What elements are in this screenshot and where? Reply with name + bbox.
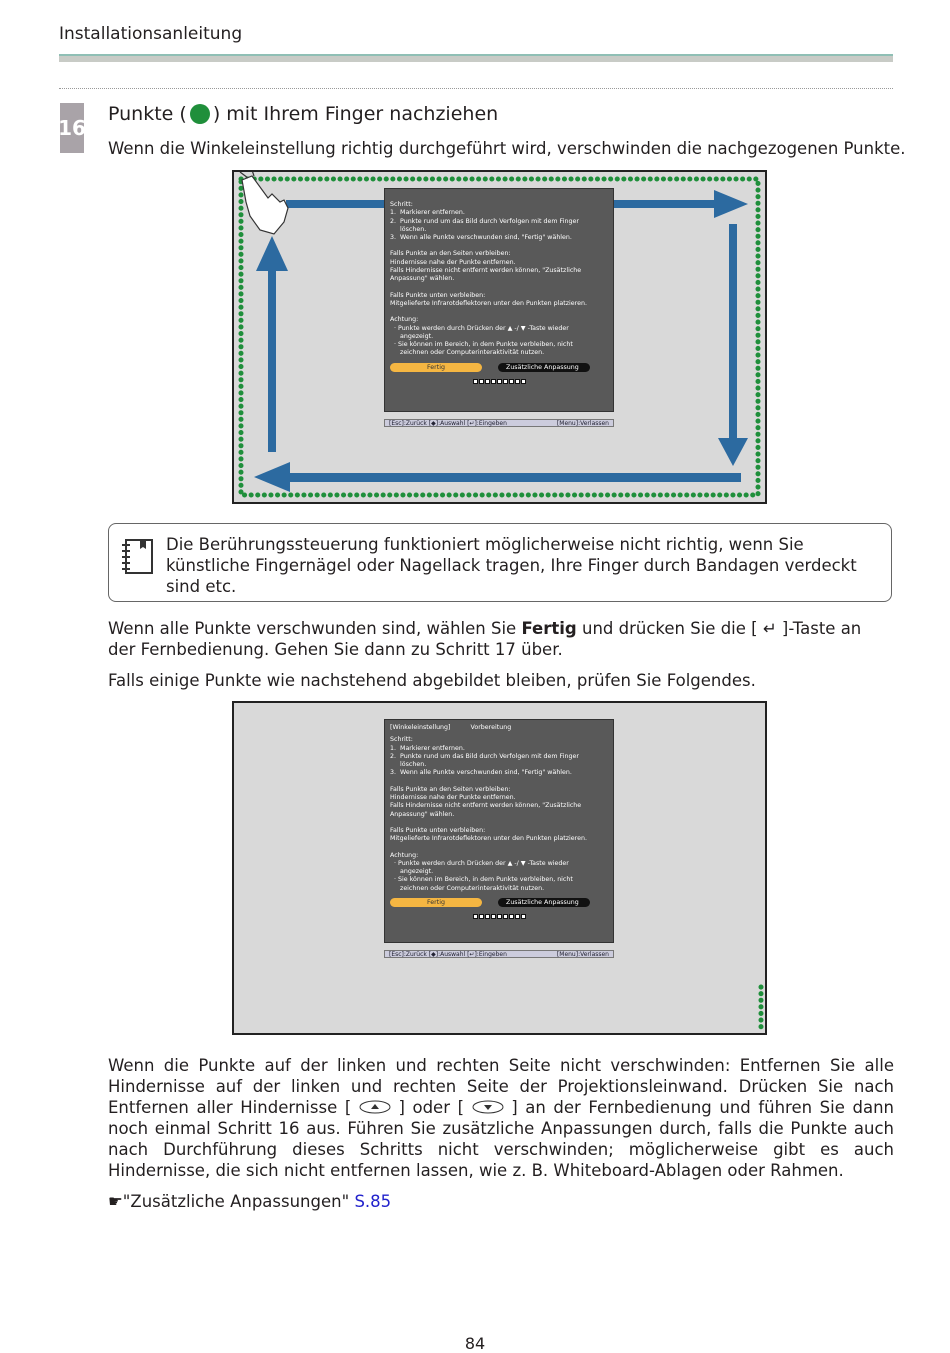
- osd-header: [390, 724, 608, 732]
- header-rule: [59, 54, 893, 62]
- osd-line: Anpassung" wählen.: [390, 275, 455, 283]
- osd-instructions-2: [390, 736, 608, 893]
- nav-left: [Esc]:Zurück [◆]:Auswahl [↵]:Eingeben: [389, 420, 507, 427]
- fertig-button[interactable]: Fertig: [390, 363, 482, 372]
- green-dot-icon: [190, 104, 210, 124]
- osd-line: Mitgelieferte Infrarotdeflektoren unter den Punkten platzieren.: [390, 835, 587, 843]
- para3-part2: ] oder [: [398, 1098, 465, 1117]
- figure-trace-dots: [232, 170, 767, 504]
- osd-nav-bar: [384, 419, 614, 427]
- progress-squares: [390, 379, 608, 384]
- running-header: Installationsanleitung: [59, 24, 243, 44]
- osd-line: Achtung:: [390, 316, 419, 324]
- step-title-before: Punkte (: [108, 103, 187, 125]
- osd-line: Falls Punkte an den Seiten verbleiben:: [390, 250, 511, 258]
- osd-line: Falls Punkte unten verbleiben:: [390, 291, 486, 299]
- xref-page-link[interactable]: S.85: [354, 1192, 392, 1211]
- xref-text: "Zusätzliche Anpassungen": [122, 1192, 355, 1211]
- additional-adjustment-button-2[interactable]: Zusätzliche Anpassung: [498, 898, 590, 907]
- osd-line: 2. Punkte rund um das Bild durch Verfolgen mit dem Finger: [390, 752, 579, 760]
- osd-line: Mitgelieferte Infrarotdeflektoren unter den Punkten platzieren.: [390, 299, 587, 307]
- fertig-button-2[interactable]: Fertig: [390, 898, 482, 907]
- para3-part3: ] an der Fernbedienung und führen Sie dann noch einmal Schritt 16 aus. Führen Sie zusätzliche Anpassungen durch, falls die Punkte auch nach Durchführung dieses Schritts nicht verschwinden; möglicherweise gibt es auch Hindernisse, die sich nicht entfernen lassen, wie z. B. Whiteboard-Ablagen oder Rahmen.: [108, 1098, 894, 1180]
- paragraph-obstacles: [108, 1055, 894, 1181]
- osd-line: 1. Markierer entfernen.: [390, 209, 465, 217]
- nav-right: [Menu]:Verlassen: [556, 420, 609, 427]
- nav-left-2: [Esc]:Zurück [◆]:Auswahl [↵]:Eingeben: [389, 951, 507, 958]
- osd-line: · Punkte werden durch Drücken der ▲ -/ ▼ -Taste wieder: [390, 324, 569, 332]
- nav-right-2: [Menu]:Verlassen: [556, 951, 609, 958]
- para1-bold: Fertig: [521, 619, 577, 638]
- osd-header-right: Vorbereitung: [470, 724, 512, 731]
- osd-line: Anpassung" wählen.: [390, 810, 455, 818]
- step-title-after: ) mit Ihrem Finger nachziehen: [212, 103, 499, 125]
- osd-line: Hindernisse nahe der Punkte entfernen.: [390, 794, 516, 802]
- osd-line: angezeigt.: [390, 332, 434, 340]
- osd-line: zeichnen oder Computerinteraktivität nutzen.: [390, 349, 545, 357]
- osd-line: Achtung:: [390, 851, 419, 859]
- progress-squares-2: [390, 914, 608, 919]
- step-title: [108, 103, 498, 125]
- cross-reference: [108, 1191, 391, 1212]
- osd-line: Hindernisse nahe der Punkte entfernen.: [390, 258, 516, 266]
- osd-line: [390, 284, 608, 292]
- note-text: Die Berührungssteuerung funktioniert möglicherweise nicht richtig, wenn Sie künstliche Fingernägel oder Nagellack tragen, Ihre Finger durch Bandagen verdeckt sind etc.: [166, 535, 857, 596]
- osd-line: Falls Hindernisse nicht entfernt werden können, "Zusätzliche: [390, 802, 582, 810]
- step-number-badge: 16: [60, 103, 84, 153]
- osd-line: [390, 778, 608, 786]
- osd-line: Falls Hindernisse nicht entfernt werden können, "Zusätzliche: [390, 267, 582, 275]
- osd-line: [390, 242, 608, 250]
- step-description: Wenn die Winkeleinstellung richtig durchgeführt wird, verschwinden die nachgezogenen Punkte.: [108, 139, 906, 158]
- osd-line: [390, 308, 608, 316]
- osd-panel: [384, 188, 614, 412]
- osd-line: 1. Markierer entfernen.: [390, 744, 465, 752]
- osd-line: · Sie können im Bereich, in dem Punkte verbleiben, nicht: [390, 876, 573, 884]
- para1-part1: Wenn alle Punkte verschwunden sind, wählen Sie: [108, 619, 522, 638]
- osd-line: Schritt:: [390, 201, 413, 208]
- osd-line: löschen.: [390, 225, 427, 233]
- paragraph-fertig: [108, 618, 888, 660]
- osd-line: löschen.: [390, 761, 427, 769]
- osd-line: 2. Punkte rund um das Bild durch Verfolgen mit dem Finger: [390, 217, 579, 225]
- osd-line: 3. Wenn alle Punkte verschwunden sind, "Fertig" wählen.: [390, 769, 572, 777]
- page-number: 84: [464, 1334, 486, 1353]
- osd-line: zeichnen oder Computerinteraktivität nutzen.: [390, 884, 545, 892]
- osd-panel-2: [384, 719, 614, 943]
- up-arrow-key-icon: [359, 1100, 391, 1114]
- osd-header-left: [Winkeleinstellung]: [390, 724, 451, 731]
- figure-remaining-dots: [232, 701, 767, 1035]
- down-arrow-key-icon: [472, 1100, 504, 1114]
- paragraph-remaining-dots: Falls einige Punkte wie nachstehend abgebildet bleiben, prüfen Sie Folgendes.: [108, 671, 756, 690]
- dotted-divider: [59, 88, 893, 89]
- osd-line: · Punkte werden durch Drücken der ▲ -/ ▼ -Taste wieder: [390, 859, 569, 867]
- osd-line: Schritt:: [390, 736, 413, 744]
- additional-adjustment-button[interactable]: Zusätzliche Anpassung: [498, 363, 590, 372]
- osd-line: 3. Wenn alle Punkte verschwunden sind, "Fertig" wählen.: [390, 234, 572, 242]
- notebook-icon: [120, 537, 154, 577]
- pointing-hand-icon: ☛: [108, 1192, 123, 1211]
- osd-nav-bar-2: [384, 950, 614, 958]
- osd-line: angezeigt.: [390, 868, 434, 876]
- osd-instructions: [390, 201, 608, 358]
- para1-part2: und drücken Sie die [ ↵ ]-Taste an der Fernbedienung. Gehen Sie dann zu Schritt 17 über.: [108, 619, 862, 659]
- osd-line: [390, 844, 608, 852]
- para3-part1: Wenn die Punkte auf der linken und rechten Seite nicht verschwinden: Entfernen Sie alle Hindernisse auf der linken und rechten Seite der Projektionsleinwand. Drücken Sie nach Entfernen aller Hindernisse [: [108, 1056, 894, 1117]
- osd-line: Falls Punkte an den Seiten verbleiben:: [390, 785, 511, 793]
- osd-line: · Sie können im Bereich, in dem Punkte verbleiben, nicht: [390, 341, 573, 349]
- osd-line: [390, 819, 608, 827]
- osd-line: Falls Punkte unten verbleiben:: [390, 826, 486, 834]
